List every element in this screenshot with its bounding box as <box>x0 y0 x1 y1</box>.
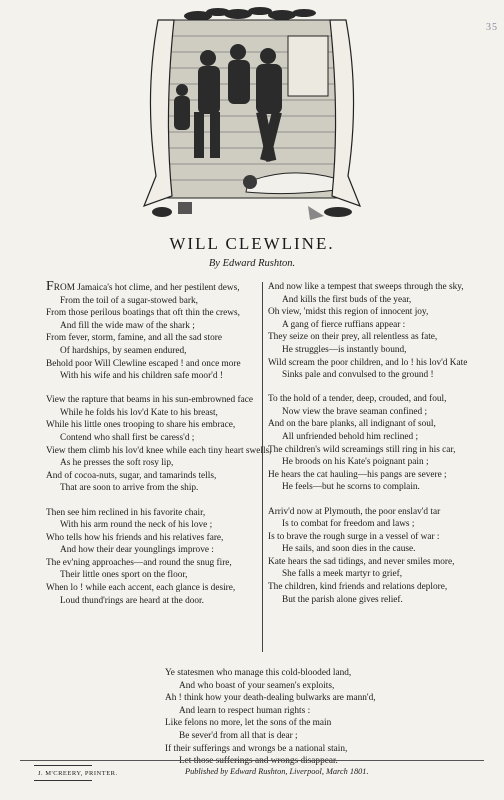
poem-line-text: Ye statesmen who manage this cold-blooded land, <box>165 668 352 678</box>
poem-line-text: Loud thund'rings are heard at the door. <box>60 595 204 606</box>
poem-line-text: He feels—but he scorns to complain. <box>282 482 420 493</box>
poem-line <box>268 594 483 607</box>
poem-title: WILL CLEWLINE. <box>169 234 335 253</box>
poem-line <box>268 331 483 344</box>
poem-line <box>46 519 260 532</box>
poem-line-text: And fill the wide maw of the shark ; <box>60 320 195 331</box>
poem-line-text: And learn to respect human rights : <box>179 705 311 716</box>
poem-line <box>268 281 483 294</box>
poem-line <box>46 445 272 458</box>
poem-line <box>268 469 483 482</box>
stanza <box>268 506 483 607</box>
poem-line-text: Let those sufferings and wrongs disappear. <box>179 756 338 767</box>
poem-line-text: He hears the cat hauling—his pangs are severe ; <box>268 469 447 480</box>
poem-line-text: She falls a meek martyr to grief, <box>282 569 403 580</box>
poem-line <box>268 418 483 431</box>
poem-line <box>165 743 435 756</box>
poem-line <box>46 482 260 495</box>
printer-credit: J. M'CREERY, PRINTER. <box>38 770 118 777</box>
poem-line-text: And on the bare planks, all indignant of soul, <box>268 419 436 430</box>
poem-line <box>268 531 483 544</box>
poem-line <box>46 557 260 570</box>
poem-line <box>268 344 483 357</box>
stanza <box>268 393 483 494</box>
stanza <box>268 281 483 382</box>
poem-line <box>46 307 260 320</box>
poem-line-text: Wild scream the poor children, and lo ! his lov'd Kate <box>268 357 468 368</box>
poem-line-text: The children, kind friends and relations deplore, <box>268 582 448 593</box>
drop-cap: F <box>46 279 54 294</box>
poem-line <box>46 470 260 483</box>
poem-line <box>46 394 260 407</box>
poem-line <box>268 319 483 332</box>
footer-rule <box>20 760 484 761</box>
poem-line-text: Oh view, 'midst this region of innocent joy, <box>268 307 429 318</box>
poem-line-text: He sails, and soon dies in the cause. <box>282 544 416 555</box>
poem-line <box>268 543 483 556</box>
poem-line <box>46 595 260 608</box>
poem-line-text: But the parish alone gives relief. <box>282 594 403 605</box>
poem-line <box>268 456 483 469</box>
poem-line-text: Sinks pale and convulsed to the ground ! <box>282 370 434 381</box>
poem-line <box>165 705 435 718</box>
poem-line <box>46 320 260 333</box>
poem-line-text: Behold poor Will Clewline escaped ! and once more <box>46 358 241 369</box>
poem-line <box>268 444 483 457</box>
poem-line <box>268 369 483 382</box>
poem-line-text: When lo ! while each accent, each glance is desire, <box>46 583 236 594</box>
poem-line <box>268 568 483 581</box>
poem-line-text: Ah ! think how your death-dealing bulwarks are mann'd, <box>165 693 376 704</box>
poem-line-text: While he folds his lov'd Kate to his breast, <box>60 407 218 418</box>
poem-line-text: The children's wild screamings still ring in his car, <box>268 444 456 455</box>
poem-line-text: Arriv'd now at Plymouth, the poor enslav'd tar <box>268 506 441 517</box>
poem-line-text: Of hardships, by seamen endured, <box>60 345 187 356</box>
poem-line-text: Is to brave the rough surge in a vessel of war : <box>268 531 440 542</box>
poem-line-text: And how their dear younglings improve : <box>60 545 214 556</box>
poem-line-text: Is to combat for freedom and laws ; <box>282 519 415 530</box>
poem-line <box>165 755 435 768</box>
poem-line <box>268 393 483 406</box>
poem-line <box>268 406 483 419</box>
poem-line-text: As he presses the soft rosy lip, <box>60 458 174 469</box>
poem-line <box>268 556 483 569</box>
stanza <box>46 507 260 608</box>
poem-line-text: They seize on their prey, all relentless as fate, <box>268 332 438 343</box>
poem-line-text: From fever, storm, famine, and all the sad store <box>46 333 222 344</box>
poem-line-text: View the rapture that beams in his sun-embrowned face <box>46 395 254 406</box>
poem-line <box>165 680 435 693</box>
poem-line <box>268 294 483 307</box>
stanza <box>46 394 272 495</box>
poem-line-text: Then see him reclined in his favorite chair, <box>46 507 206 518</box>
poem-line <box>268 357 483 370</box>
poem-line <box>165 717 435 730</box>
poem-line-text: If their sufferings and wrongs be a national stain, <box>165 743 348 754</box>
poem-line <box>165 692 435 705</box>
poem-line-text: And kills the first buds of the year, <box>282 294 412 305</box>
poem-line-text: All unfriended behold him reclined ; <box>282 432 419 443</box>
poem-line-text: And now like a tempest that sweeps through the sky, <box>268 282 464 292</box>
poem-line-text: From those perilous boatings that oft thin the crews, <box>46 308 240 319</box>
poem-line-text: Who tells how his friends and his relatives fare, <box>46 532 224 543</box>
poem-line-text: Kate hears the sad tidings, and never smiles more, <box>268 556 455 567</box>
poem-line <box>46 532 260 545</box>
poem-line <box>165 730 435 743</box>
poem-line <box>268 581 483 594</box>
poem-line <box>268 518 483 531</box>
poem-line <box>46 457 260 470</box>
poem-line-text: He struggles—is instantly bound, <box>282 344 407 355</box>
poem-line <box>268 481 483 494</box>
poem-line-text: He broods on his Kate's poignant pain ; <box>282 457 429 468</box>
stanza <box>46 281 260 383</box>
poem-line-text: And of cocoa-nuts, sugar, and tamarinds tells, <box>46 470 217 481</box>
poem-line <box>46 345 260 358</box>
poem-line-text: With his wife and his children safe moor'd ! <box>60 371 223 382</box>
poem-line-text: Their little ones sport on the floor, <box>60 570 188 581</box>
poem-line <box>268 506 483 519</box>
poem-line-text: The ev'ning approaches—and round the snug fire, <box>46 557 232 568</box>
printer-rule-top <box>34 765 92 766</box>
poem-line <box>46 407 260 420</box>
right-column <box>268 281 483 618</box>
column-divider <box>262 282 263 652</box>
poem-line-text: With his arm round the neck of his love ; <box>60 520 213 531</box>
page-number: 35 <box>486 22 498 33</box>
poem-line <box>46 507 260 520</box>
poem-line <box>46 582 260 595</box>
poem-line <box>46 281 260 295</box>
poem-line-text: ROM Jamaica's hot clime, and her pestilent dews, <box>53 283 240 293</box>
poem-line <box>46 332 260 345</box>
poem-line-text: And who boast of your seamen's exploits, <box>179 680 335 691</box>
poem-line <box>46 432 260 445</box>
poem-line-text: Now view the brave seaman confined ; <box>282 406 428 417</box>
poem-byline: By Edward Rushton. <box>208 258 296 269</box>
publication-line: Published by Edward Rushton, Liverpool, March 1801. <box>185 767 369 776</box>
poem-line <box>165 667 435 680</box>
poem-line <box>46 295 260 308</box>
printer-rule-bottom <box>34 780 92 781</box>
poem-line-text: That are soon to arrive from the ship. <box>60 483 199 494</box>
poem-line-text: View them climb his lov'd knee while each tiny heart swells, <box>46 445 272 456</box>
closing-stanza <box>165 667 435 768</box>
poem-line-text: From the toil of a sugar-stowed bark, <box>60 295 198 306</box>
poem-line <box>268 431 483 444</box>
poem-line-text: Like felons no more, let the sons of the main <box>165 718 332 729</box>
poem-line <box>46 370 260 383</box>
poem-line <box>46 358 260 371</box>
poem-line <box>46 569 260 582</box>
poem-line-text: To the hold of a tender, deep, crouded, and foul, <box>268 394 447 405</box>
poem-line-text: While his little ones trooping to share his embrace, <box>46 420 236 431</box>
left-column <box>46 279 272 619</box>
poem-line <box>46 544 260 557</box>
poem-line <box>268 306 483 319</box>
poem-line <box>46 419 260 432</box>
poem-line-text: Contend who shall first be caress'd ; <box>60 433 195 444</box>
poem-line-text: Be sever'd from all that is dear ; <box>179 730 298 741</box>
poem-line-text: A gang of fierce ruffians appear : <box>282 319 406 330</box>
woodcut-illustration <box>138 6 366 224</box>
